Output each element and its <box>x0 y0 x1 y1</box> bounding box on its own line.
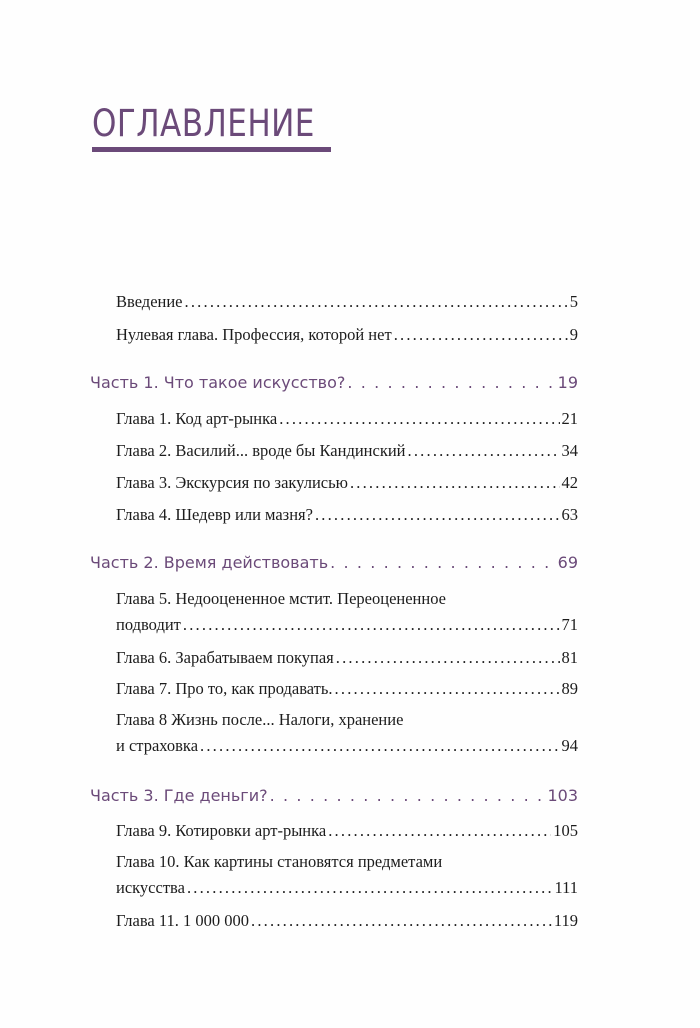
heading-underline <box>92 147 331 152</box>
toc-chapter-7[interactable] <box>116 679 578 699</box>
dot-leader <box>328 821 551 841</box>
toc-entry-page: 5 <box>569 292 578 311</box>
toc-part-title: Часть 2. Время действовать <box>90 553 329 572</box>
toc-part-3[interactable] <box>90 786 578 805</box>
toc-entry-page: 21 <box>561 409 578 428</box>
toc-part-page: 19 <box>557 373 578 392</box>
toc-chapter-4[interactable] <box>116 505 578 525</box>
toc-chapter-3[interactable] <box>116 473 578 493</box>
toc-entry-title: Глава 6. Зарабатываем покупая <box>116 648 334 667</box>
toc-chapter-8[interactable] <box>116 736 578 756</box>
toc-part-page: 69 <box>557 553 578 572</box>
dot-leader <box>187 878 553 898</box>
toc-entry-page: 71 <box>561 615 578 634</box>
dot-leader <box>347 373 555 392</box>
toc-entry-title: Глава 9. Котировки арт-рынка <box>116 821 327 840</box>
dot-leader <box>200 736 559 756</box>
toc-entry-title: искусства <box>116 878 185 897</box>
toc-chapter-2[interactable] <box>116 441 578 461</box>
dot-leader <box>394 325 568 345</box>
dot-leader <box>350 473 560 493</box>
toc-entry-title: Глава 4. Шедевр или мазня? <box>116 505 313 524</box>
toc-entry-page: 111 <box>554 878 578 897</box>
toc-entry-zero-chapter[interactable] <box>116 325 578 345</box>
dot-leader <box>279 409 559 429</box>
toc-entry-page: 63 <box>561 505 578 524</box>
toc-entry-title: Введение <box>116 292 183 311</box>
dot-leader <box>335 679 560 699</box>
toc-chapter-9[interactable] <box>116 821 578 841</box>
toc-entry-page: 42 <box>561 473 578 492</box>
dot-leader <box>251 911 552 931</box>
toc-entry-page: 81 <box>561 648 578 667</box>
dot-leader <box>270 786 546 805</box>
toc-entry-title: Глава 2. Василий... вроде бы Кандинский <box>116 441 406 460</box>
toc-entry-page: 119 <box>553 911 578 930</box>
toc-entry-title: и страховка <box>116 736 199 755</box>
toc-chapter-6[interactable] <box>116 648 578 668</box>
dot-leader <box>408 441 560 461</box>
toc-heading: ОГЛАВЛЕНИЕ <box>92 102 315 145</box>
toc-part-title: Часть 1. Что такое искусство? <box>90 373 346 392</box>
toc-part-1[interactable] <box>90 373 578 392</box>
toc-entry-page: 105 <box>553 821 578 840</box>
dot-leader <box>315 505 560 525</box>
toc-chapter-10[interactable] <box>116 878 578 898</box>
toc-entry-page: 94 <box>561 736 578 755</box>
dot-leader <box>336 648 560 668</box>
toc-part-title: Часть 3. Где деньги? <box>90 786 268 805</box>
toc-chapter-5-line1[interactable]: Глава 5. Недооцененное мстит. Переоцененное <box>116 589 446 608</box>
dot-leader <box>183 615 560 635</box>
toc-entry-title: Нулевая глава. Профессия, которой нет <box>116 325 392 344</box>
toc-part-page: 103 <box>547 786 578 805</box>
toc-part-2[interactable] <box>90 553 578 572</box>
toc-entry-title: Глава 3. Экскурсия по закулисью <box>116 473 348 492</box>
toc-chapter-8-line1[interactable]: Глава 8 Жизнь после... Налоги, хранение <box>116 710 404 729</box>
toc-chapter-11[interactable] <box>116 911 578 931</box>
toc-entry-page: 9 <box>569 325 578 344</box>
dot-leader <box>185 292 568 312</box>
toc-entry-page: 89 <box>561 679 578 698</box>
toc-chapter-10-line1[interactable]: Глава 10. Как картины становятся предметами <box>116 852 443 871</box>
toc-entry-title: Глава 1. Код арт-рынка <box>116 409 278 428</box>
toc-chapter-5[interactable] <box>116 615 578 635</box>
toc-entry-title: Глава 7. Про то, как продавать. <box>116 679 333 698</box>
toc-entry-page: 34 <box>561 441 578 460</box>
toc-entry-title: подводит <box>116 615 181 634</box>
toc-entry-intro[interactable] <box>116 292 578 312</box>
toc-entry-title: Глава 11. 1 000 000 <box>116 911 250 930</box>
dot-leader <box>330 553 556 572</box>
toc-chapter-1[interactable] <box>116 409 578 429</box>
